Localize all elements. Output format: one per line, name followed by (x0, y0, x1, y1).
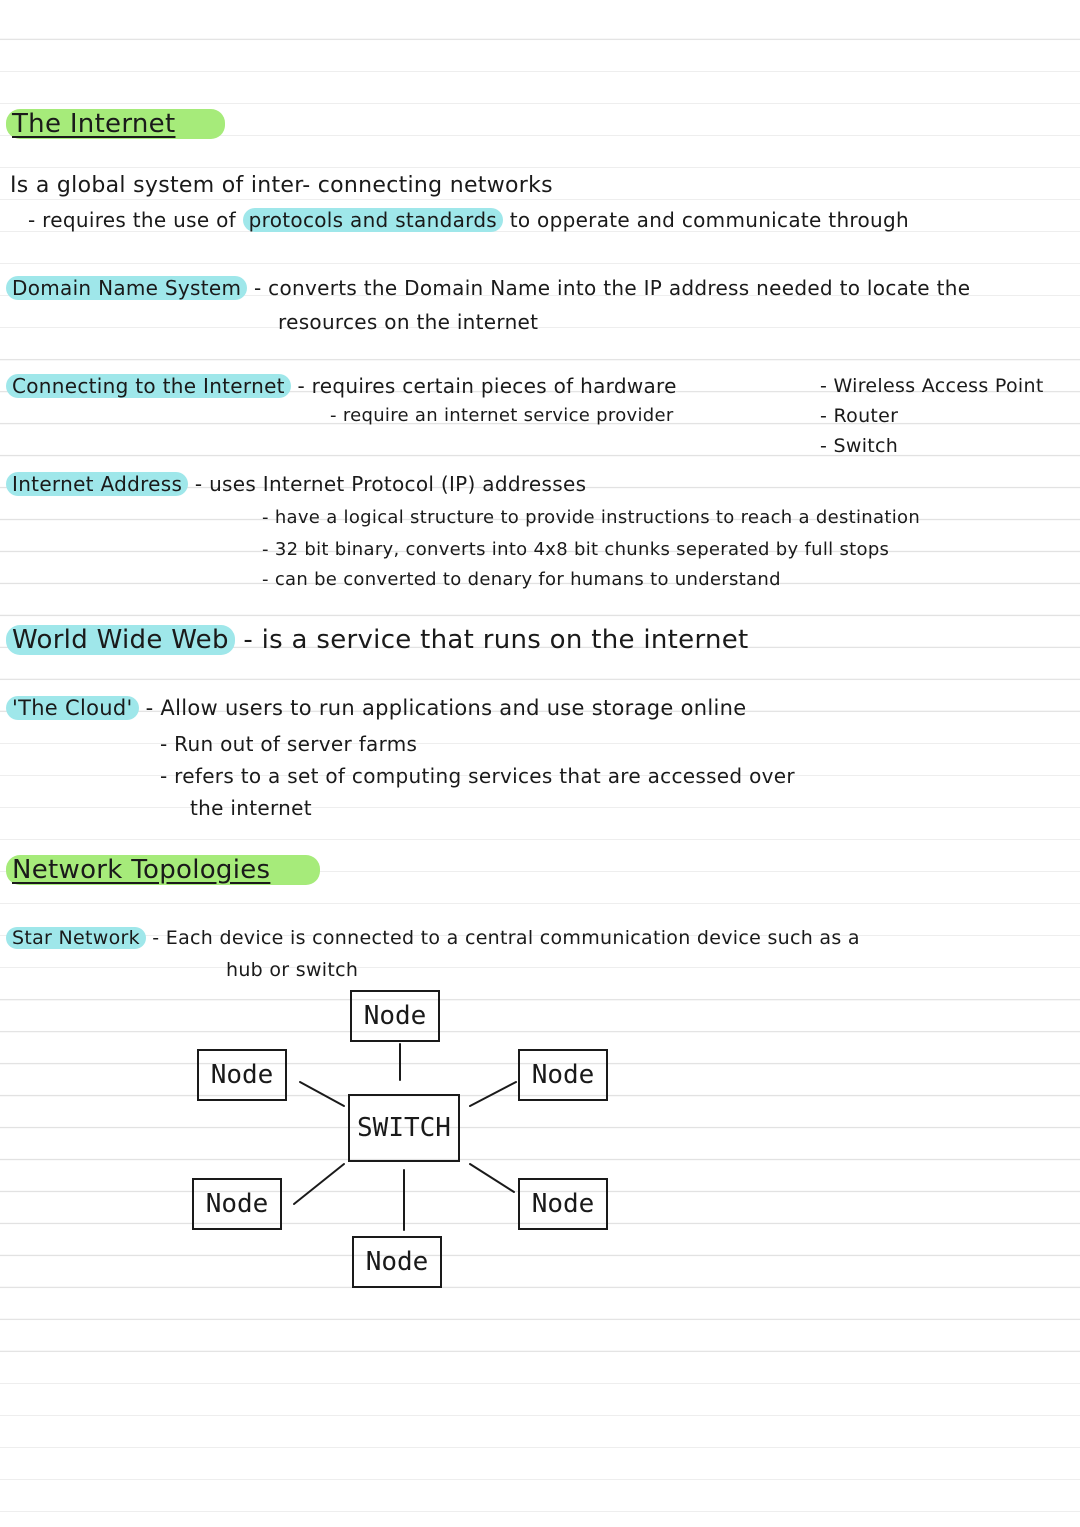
node-lower-right (518, 1178, 608, 1230)
node-lower-left-label: Node (205, 1189, 269, 1219)
link-bottom-left (294, 1164, 344, 1204)
heading-the-internet (6, 110, 225, 138)
address-bullet-3: - can be converted to denary for humans to understand (262, 569, 781, 590)
dns-term: Domain Name System (6, 276, 247, 300)
dns-row (6, 274, 970, 302)
address-row (6, 470, 586, 498)
node-lower-left (192, 1178, 282, 1230)
link-top-right (470, 1082, 516, 1106)
internet-requires (28, 206, 909, 234)
dns-desc-2: resources on the internet (278, 310, 539, 334)
requires-prefix: - requires the use of (28, 208, 236, 232)
switch-hub (348, 1094, 460, 1162)
star-row (6, 924, 860, 952)
node-upper-right-label: Node (531, 1060, 595, 1090)
cloud-term: 'The Cloud' (6, 696, 139, 720)
address-line-1: - uses Internet Protocol (IP) addresses (194, 472, 587, 496)
heading-text: The Internet (6, 109, 225, 139)
www-desc: - is a service that runs on the internet (243, 625, 749, 655)
address-bullet-1: - have a logical structure to provide instructions to reach a destination (262, 507, 921, 528)
www-row (6, 626, 749, 654)
internet-definition: Is a global system of inter- connecting networks (10, 173, 553, 198)
hardware-item-3: - Switch (820, 435, 899, 457)
cloud-line-4: the internet (190, 796, 312, 820)
cloud-line-3: - refers to a set of computing services that are accessed over (160, 764, 795, 788)
switch-label: SWITCH (357, 1113, 451, 1143)
connecting-line-1: - requires certain pieces of hardware (297, 374, 677, 398)
node-upper-left (197, 1049, 287, 1101)
connecting-term: Connecting to the Internet (6, 374, 291, 398)
cloud-row (6, 694, 746, 722)
hardware-item-1: - Wireless Access Point (820, 375, 1044, 397)
star-desc-2: hub or switch (226, 959, 359, 981)
dns-desc-1: - converts the Domain Name into the IP address needed to locate the (253, 276, 971, 300)
node-bottom (352, 1236, 442, 1288)
connecting-line-2: - require an internet service provider (330, 405, 674, 426)
node-bottom-label: Node (365, 1247, 429, 1277)
star-desc-1: - Each device is connected to a central communication device such as a (152, 927, 860, 949)
node-top (350, 990, 440, 1042)
cloud-line-1: - Allow users to run applications and use storage online (145, 696, 747, 720)
node-top-label: Node (363, 1001, 427, 1031)
node-lower-right-label: Node (531, 1189, 595, 1219)
cloud-line-2: - Run out of server farms (160, 732, 418, 756)
hardware-item-2: - Router (820, 405, 899, 427)
www-term: World Wide Web (6, 625, 235, 655)
link-bottom-right (470, 1164, 514, 1192)
connecting-row (6, 372, 677, 400)
node-upper-right (518, 1049, 608, 1101)
address-term: Internet Address (6, 472, 188, 496)
requires-suffix: to opperate and communicate through (509, 208, 909, 232)
link-top-left (300, 1082, 344, 1106)
star-term: Star Network (6, 927, 146, 949)
requires-highlight: protocols and standards (243, 208, 503, 232)
address-bullet-2: - 32 bit binary, converts into 4x8 bit chunks seperated by full stops (262, 539, 890, 560)
heading-topologies-text: Network Topologies (6, 855, 320, 885)
node-upper-left-label: Node (210, 1060, 274, 1090)
heading-network-topologies (6, 856, 320, 884)
